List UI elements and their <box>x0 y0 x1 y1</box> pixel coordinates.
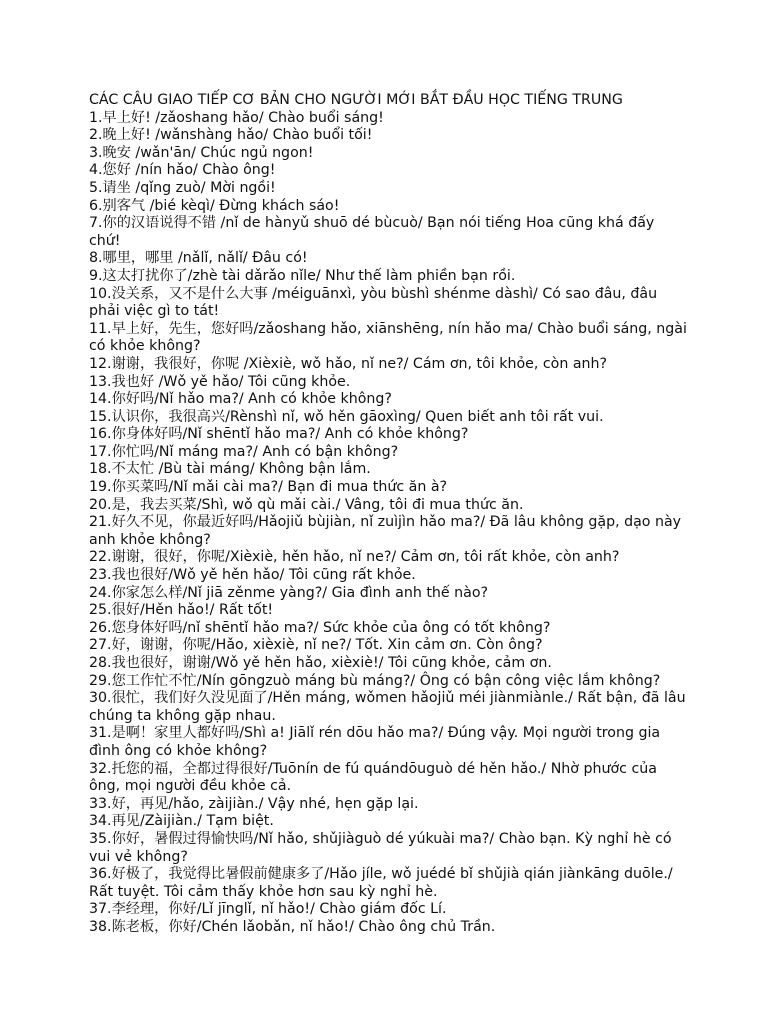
phrase-line: 27.好，谢谢，你呢/Hǎo, xièxiè, nǐ ne?/ Tốt. Xin cảm ơn. Còn ông? <box>89 637 543 654</box>
document-body <box>89 92 689 937</box>
phrase-line: 19.你买菜吗/Nǐ mǎi cài ma?/ Bạn đi mua thức ăn à? <box>89 479 448 496</box>
phrase-line: 6.别客气 /bié kèqì/ Đừng khách sáo! <box>89 197 340 214</box>
phrase-line: 14.你好吗/Nǐ hǎo ma?/ Anh có khỏe không? <box>89 391 392 408</box>
phrase-line: 15.认识你，我很高兴/Rènshì nǐ, wǒ hěn gāoxìng/ Quen biết anh tôi rất vui. <box>89 408 604 425</box>
phrase-line: 38.陈老板，你好/Chén lǎobǎn, nǐ hǎo!/ Chào ông chủ Trần. <box>89 918 496 935</box>
phrase-line: 17.你忙吗/Nǐ máng ma?/ Anh có bận không? <box>89 443 399 460</box>
phrase-line: 20.是，我去买菜/Shì, wǒ qù mǎi cài./ Vâng, tôi đi mua thức ăn. <box>89 496 524 513</box>
phrase-line: 22.谢谢，很好，你呢/Xièxiè, hěn hǎo, nǐ ne?/ Cảm ơn, tôi rất khỏe, còn anh? <box>89 549 620 566</box>
phrase-line: 23.我也很好/Wǒ yě hěn hǎo/ Tôi cũng rất khỏe. <box>89 567 416 584</box>
phrase-line: 13.我也好 /Wǒ yě hǎo/ Tôi cũng khỏe. <box>89 373 351 390</box>
document-title: CÁC CÂU GIAO TIẾP CƠ BẢN CHO NGƯỜI MỚI BẮT ĐẦU HỌC TIẾNG TRUNG <box>89 92 623 108</box>
phrase-line: 31.是啊！家里人都好吗/Shì a! Jiālǐ rén dōu hǎo ma?/ Đúng vậy. Mọi người trong gia đình ông có khỏe không? <box>89 725 661 759</box>
phrase-line: 29.您工作忙不忙/Nín gōngzuò máng bù máng?/ Ông có bận công việc lắm không? <box>89 672 661 689</box>
phrase-line: 34.再见/Zàijiàn./ Tạm biệt. <box>89 813 274 830</box>
phrase-line: 30.很忙，我们好久没见面了/Hěn máng, wǒmen hǎojiǔ méi jiànmiànle./ Rất bận, đã lâu chúng ta không gặp nhau. <box>89 690 686 724</box>
phrase-line: 33.好，再见/hǎo, zàijiàn./ Vậy nhé, hẹn gặp lại. <box>89 795 419 812</box>
phrase-line: 37.李经理，你好/Lǐ jīnglǐ, nǐ hǎo!/ Chào giám đốc Lí. <box>89 901 447 918</box>
phrase-line: 28.我也很好，谢谢/Wǒ yě hěn hǎo, xièxiè!/ Tôi cũng khỏe, cảm ơn. <box>89 655 552 671</box>
phrase-line: 35.你好，暑假过得愉快吗/Nǐ hǎo, shǔjiàguò dé yúkuài ma?/ Chào bạn. Kỳ nghỉ hè có vui vẻ không? <box>89 830 672 865</box>
phrase-line: 32.托您的福，全都过得很好/Tuōnín de fú quándōuguò dé hěn hǎo./ Nhờ phước của ông, mọi người đều khỏe cả. <box>89 760 657 795</box>
phrase-line: 12.谢谢，我很好，你呢 /Xièxiè, wǒ hǎo, nǐ ne?/ Cám ơn, tôi khỏe, còn anh? <box>89 355 608 372</box>
phrase-list <box>89 110 689 937</box>
phrase-line: 18.不太忙 /Bù tài máng/ Không bận lắm. <box>89 461 371 478</box>
phrase-line: 1.早上好! /zǎoshang hǎo/ Chào buổi sáng! <box>89 109 384 126</box>
phrase-line: 3.晚安 /wǎn'ān/ Chúc ngủ ngon! <box>89 144 314 161</box>
phrase-line: 11.早上好，先生，您好吗/zǎoshang hǎo, xiānshēng, nín hǎo ma/ Chào buổi sáng, ngài có khỏe không? <box>89 320 687 355</box>
phrase-line: 10.没关系，又不是什么大事 /méiguānxì, yòu bùshì shénme dàshì/ Có sao đâu, đâu phải việc gì to tát! <box>89 285 658 320</box>
phrase-line: 16.你身体好吗/Nǐ shēntǐ hǎo ma?/ Anh có khỏe không? <box>89 426 469 443</box>
phrase-line: 2.晚上好! /wǎnshàng hǎo/ Chào buổi tối! <box>89 127 373 144</box>
phrase-line: 8.哪里，哪里 /nǎlǐ, nǎlǐ/ Đâu có! <box>89 250 308 267</box>
phrase-line: 26.您身体好吗/nǐ shēntǐ hǎo ma?/ Sức khỏe của ông có tốt không? <box>89 619 551 636</box>
phrase-line: 24.你家怎么样/Nǐ jiā zěnme yàng?/ Gia đình anh thế nào? <box>89 584 489 601</box>
phrase-line: 36.好极了，我觉得比暑假前健康多了/Hǎo jíle, wǒ juédé bǐ shǔjià qián jiànkāng duōle./ Rất tuyệt. Tôi cảm thấy khỏe hơn sau kỳ nghỉ hè. <box>89 866 673 900</box>
phrase-line: 25.很好/Hěn hǎo!/ Rất tốt! <box>89 602 274 619</box>
phrase-line: 21.好久不见，你最近好吗/Hǎojiǔ bùjiàn, nǐ zuìjìn hǎo ma?/ Đã lâu không gặp, dạo này anh khỏe không? <box>89 514 682 548</box>
phrase-line: 7.你的汉语说得不错 /nǐ de hànyǔ shuō dé bùcuò/ Bạn nói tiếng Hoa cũng khá đấy chứ! <box>89 215 655 249</box>
phrase-line: 4.您好 /nín hǎo/ Chào ông! <box>89 162 276 179</box>
phrase-line: 9.这太打扰你了/zhè tài dǎrǎo nǐle/ Như thế làm phiền bạn rồi. <box>89 267 516 284</box>
phrase-line: 5.请坐 /qǐng zuò/ Mời ngồi! <box>89 179 276 196</box>
